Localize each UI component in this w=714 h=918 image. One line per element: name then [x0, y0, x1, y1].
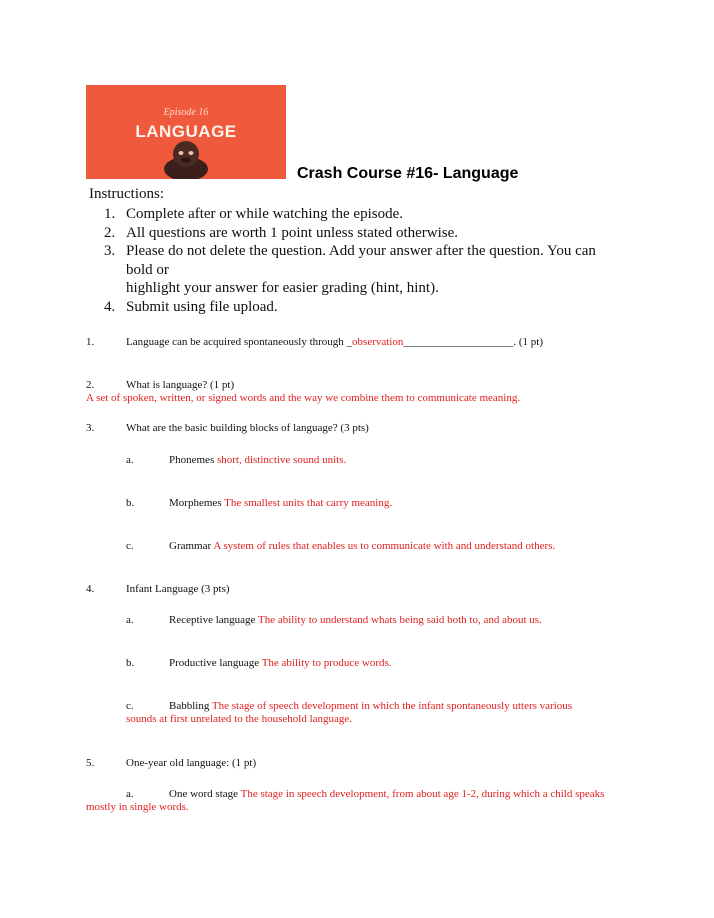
- sub-label: Productive language: [169, 657, 260, 669]
- answer-text: observation: [352, 336, 404, 348]
- question-number: 2.: [86, 379, 95, 391]
- answer-text: A system of rules that enables us to communicate with and understand others.: [213, 540, 556, 552]
- answer-text: short, distinctive sound units.: [216, 454, 347, 466]
- answer-text: The smallest units that carry meaning.: [224, 497, 393, 509]
- episode-thumbnail: [86, 85, 286, 179]
- question-number: 3.: [86, 422, 95, 434]
- question-number: 1.: [86, 336, 95, 348]
- answer-text-continued: sounds at first unrelated to the household language.: [126, 713, 353, 725]
- instruction-text: Submit using file upload.: [126, 298, 278, 315]
- sub-letter: c.: [126, 540, 134, 552]
- answer-text-continued: mostly in single words.: [86, 801, 189, 813]
- answer-text: The stage of speech development in which the infant spontaneously utters various: [211, 700, 573, 712]
- answer-text: The ability to understand whats being said both to, and about us.: [258, 614, 542, 626]
- thumbnail-episode-text: Episode 16: [163, 107, 209, 118]
- creature-illustration: [156, 137, 216, 179]
- question-number: 4.: [86, 583, 95, 595]
- question-text: [126, 335, 543, 349]
- sub-label: Grammar: [169, 540, 212, 552]
- question-text: What are the basic building blocks of language? (3 pts): [126, 422, 369, 434]
- page-title: Crash Course #16- Language: [297, 165, 519, 182]
- instruction-text: All questions are worth 1 point unless stated otherwise.: [126, 224, 459, 241]
- answer-text: A set of spoken, written, or signed words and the way we combine them to communicate meaning.: [86, 392, 521, 404]
- instruction-number: 2.: [104, 224, 116, 241]
- answer-text: The stage in speech development, from about age 1-2, during which a child speaks: [240, 788, 605, 800]
- question-prefix: Language can be acquired spontaneously through _: [126, 336, 353, 348]
- sub-label: Receptive language: [169, 614, 256, 626]
- question-suffix: ____________________. (1 pt): [403, 336, 544, 348]
- instruction-text: Please do not delete the question. Add your answer after the question. You can bold or: [126, 243, 596, 278]
- instruction-item: [104, 298, 624, 317]
- sub-label: One word stage: [169, 788, 239, 800]
- instruction-text: Complete after or while watching the episode.: [126, 206, 403, 222]
- instruction-text-continued: highlight your answer for easier grading (hint, hint).: [126, 280, 439, 296]
- instruction-number: 4.: [104, 298, 116, 315]
- sub-letter: a.: [126, 788, 134, 800]
- sub-letter: b.: [126, 497, 135, 509]
- sub-label: Babbling: [169, 700, 210, 712]
- instructions-list: [104, 205, 624, 316]
- instruction-item: [104, 242, 624, 298]
- answer-text: The ability to produce words.: [261, 657, 392, 669]
- instruction-item: [104, 205, 624, 224]
- sub-letter: a.: [126, 614, 134, 626]
- sub-label: Phonemes: [169, 454, 215, 466]
- sub-label: Morphemes: [169, 497, 222, 509]
- instructions-heading: Instructions:: [89, 186, 164, 202]
- question-text: Infant Language (3 pts): [126, 583, 230, 595]
- instruction-number: 1.: [104, 206, 116, 222]
- question-text: What is language? (1 pt): [126, 379, 235, 391]
- question-number: 5.: [86, 757, 95, 769]
- instruction-number: 3.: [104, 243, 116, 259]
- thumbnail-title-text: LANGUAGE: [135, 122, 237, 141]
- instruction-item: [104, 224, 624, 243]
- sub-letter: c.: [126, 700, 134, 712]
- sub-letter: b.: [126, 657, 135, 669]
- sub-letter: a.: [126, 454, 134, 466]
- question-text: One-year old language: (1 pt): [126, 757, 257, 769]
